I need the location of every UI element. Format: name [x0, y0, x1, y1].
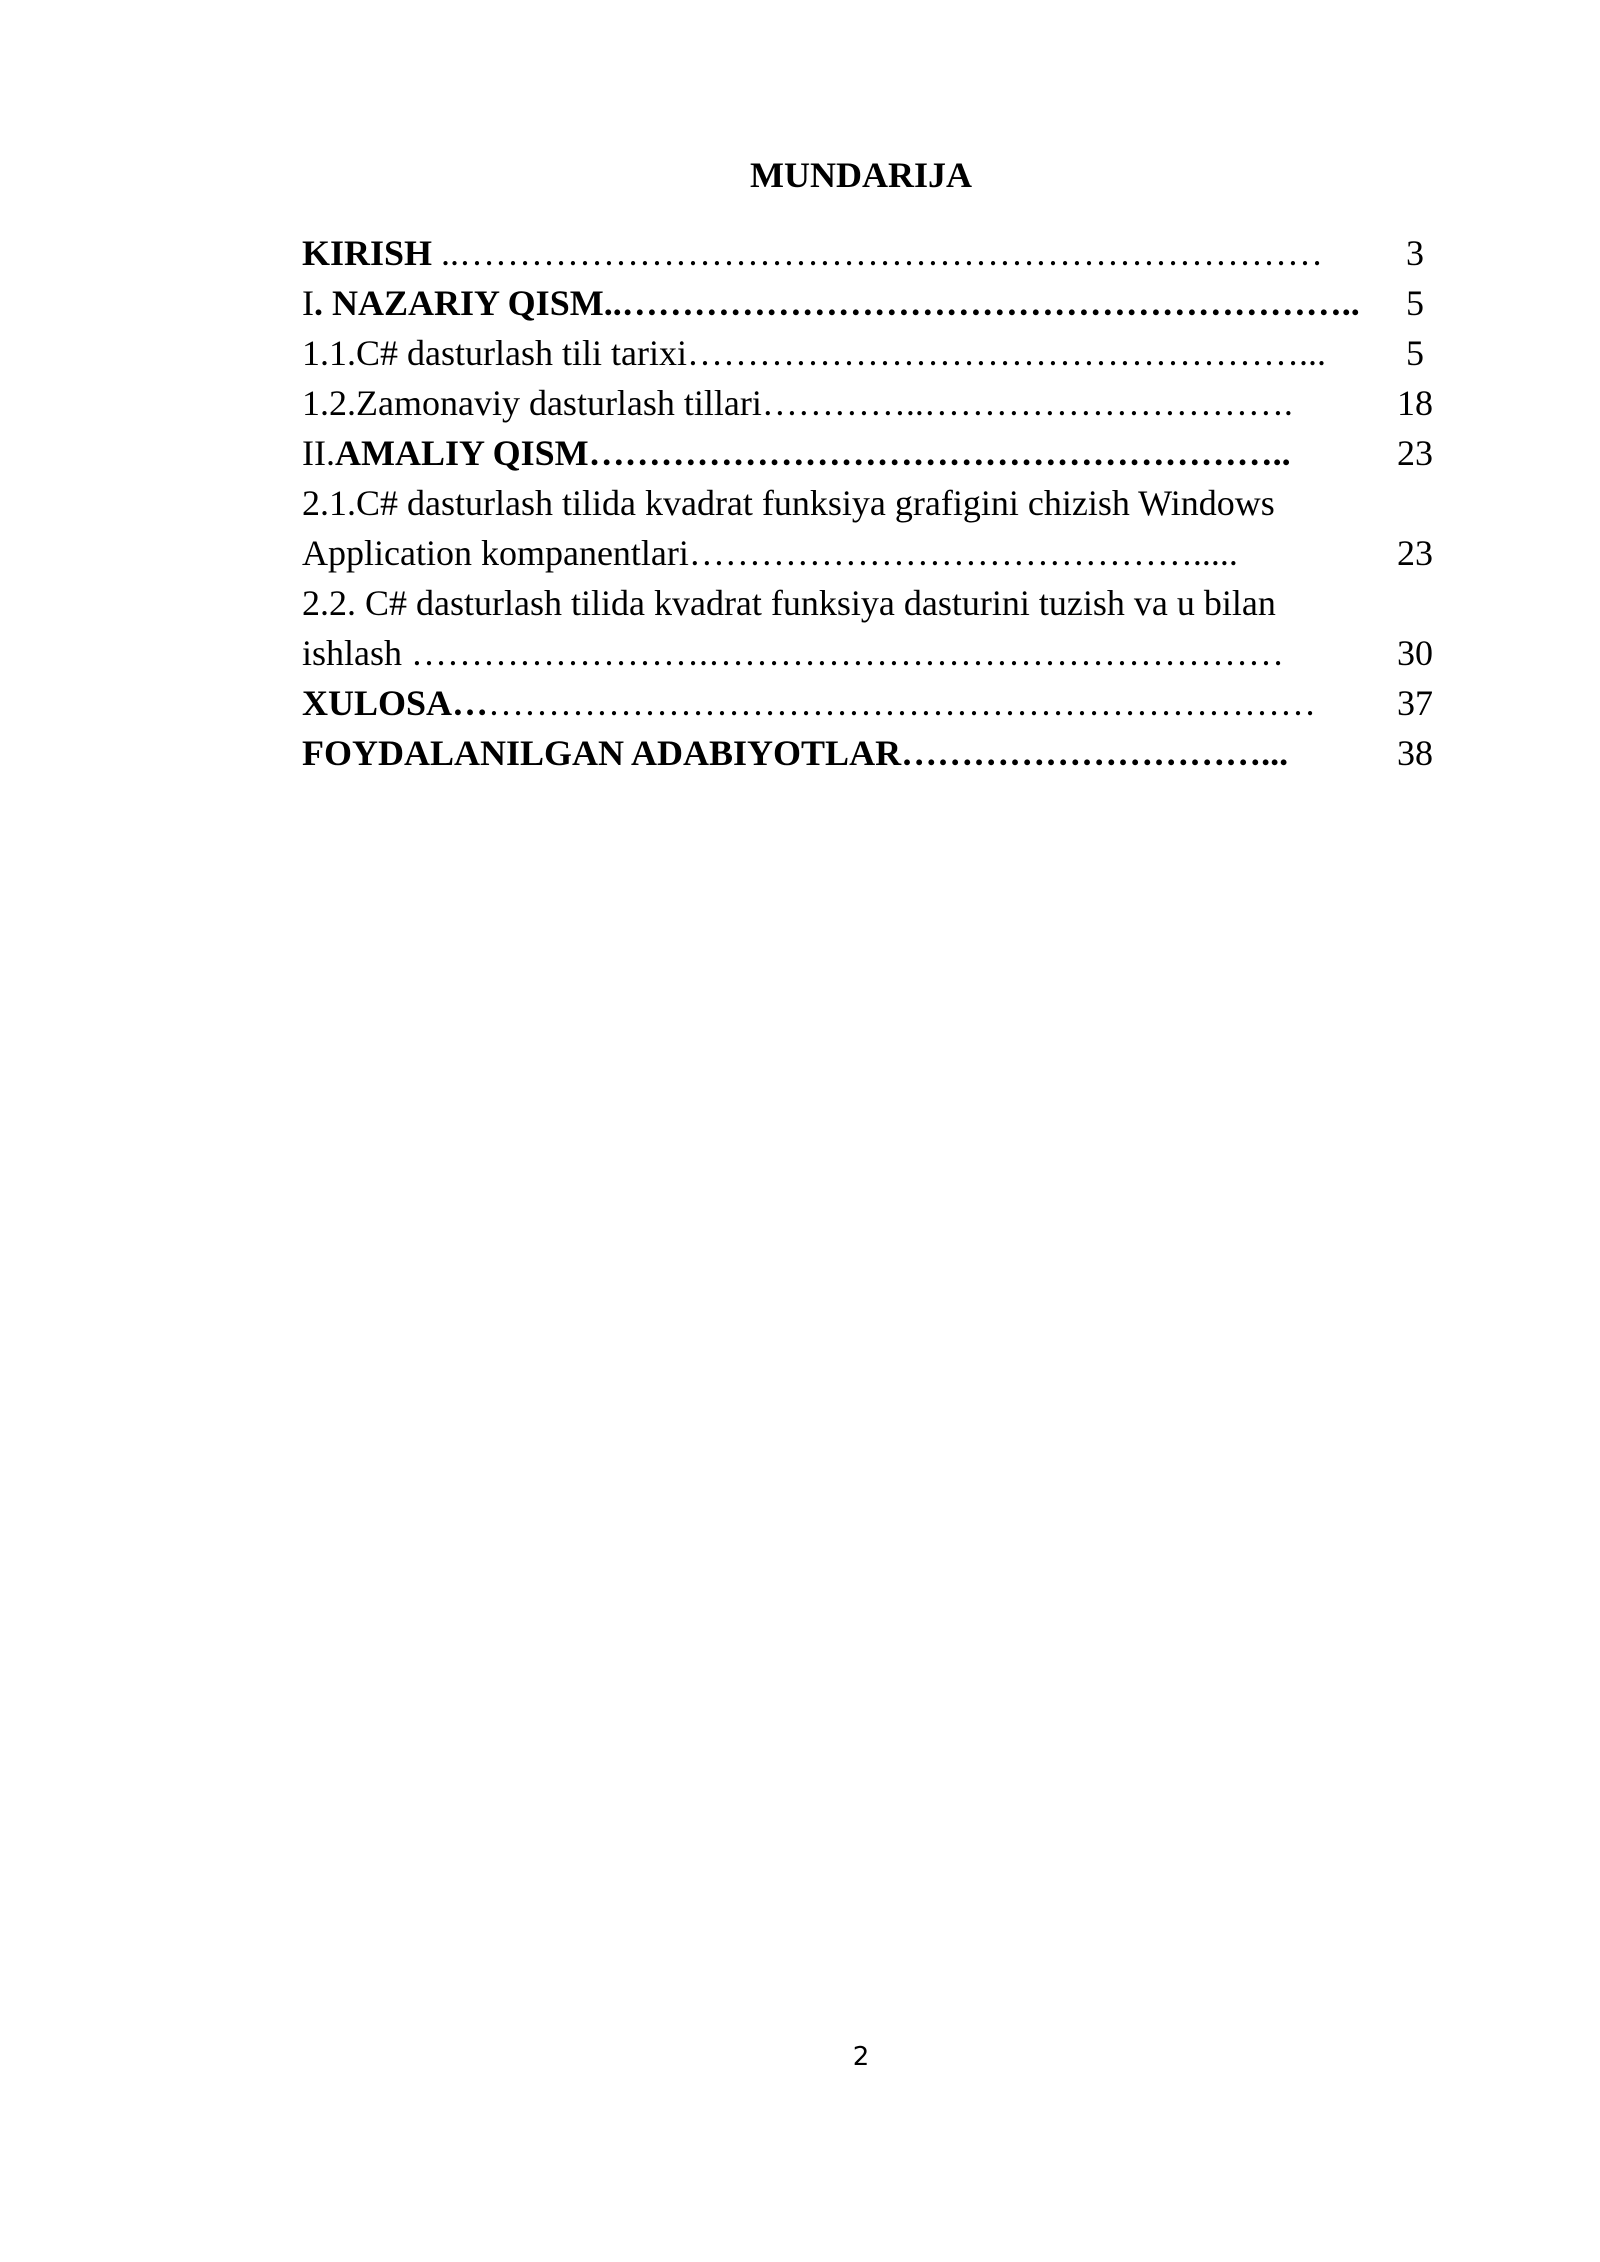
table-of-contents — [302, 228, 1452, 778]
toc-entry-leader: …………………….………………………………………… — [411, 633, 1285, 673]
toc-entry-2-2[interactable] — [302, 578, 1452, 678]
toc-entry-page: 37 — [1397, 683, 1433, 723]
toc-entry-page: 5 — [1406, 333, 1424, 373]
toc-entry-leader: ………………………………………………….. — [588, 433, 1291, 473]
toc-entry-label: 1.2.Zamonaviy dasturlash tillari — [302, 383, 762, 423]
toc-entry-adabiyotlar[interactable] — [302, 728, 1452, 778]
toc-entry-label: 1.1.C# dasturlash tili tarixi — [302, 333, 687, 373]
toc-entry-xulosa[interactable] — [302, 678, 1452, 728]
toc-entry-leader: …………………………………………………….. — [621, 283, 1360, 323]
toc-entry-label-line1: 2.2. C# dasturlash tilida kvadrat funksiya dasturini tuzish va u bilan — [302, 583, 1276, 623]
toc-entry-prefix: I — [302, 283, 314, 323]
toc-entry-leader: …………..…………………………. — [761, 383, 1293, 423]
toc-entry-prefix: II. — [302, 433, 335, 473]
toc-entry-page: 23 — [1397, 533, 1433, 573]
toc-entry-page: 3 — [1406, 233, 1424, 273]
toc-entry-page: 38 — [1397, 733, 1433, 773]
toc-entry-label: FOYDALANILGAN ADABIYOTLAR — [302, 733, 902, 773]
toc-entry-1-1[interactable] — [302, 328, 1452, 378]
toc-entry-label: Application kompanentlari — [302, 533, 689, 573]
toc-entry-leader: ……………………………………………... — [686, 333, 1326, 373]
toc-entry-page: 23 — [1397, 433, 1433, 473]
toc-entry-label-line1: 2.1.C# dasturlash tilida kvadrat funksiya grafigini chizish Windows — [302, 483, 1275, 523]
toc-entry-page: 30 — [1397, 633, 1433, 673]
toc-entry-label: XULOSA… — [302, 683, 489, 723]
toc-entry-label: ishlash — [302, 633, 412, 673]
toc-entry-amaliy-qism[interactable] — [302, 428, 1452, 478]
toc-entry-kirish[interactable] — [302, 228, 1452, 278]
toc-entry-1-2[interactable] — [302, 378, 1452, 428]
toc-entry-label: AMALIY QISM — [334, 433, 589, 473]
toc-entry-label: . NAZARIY QISM.. — [314, 283, 622, 323]
toc-title: MUNDARIJA — [750, 155, 972, 195]
toc-entry-leader: …………………………………………………………… — [488, 683, 1317, 723]
toc-entry-leader: ……………………………………..... — [688, 533, 1238, 573]
toc-entry-page: 5 — [1406, 283, 1424, 323]
page-number: 2 — [852, 2042, 870, 2072]
toc-entry-leader: …………………………... — [901, 733, 1289, 773]
toc-entry-nazariy-qism[interactable] — [302, 278, 1452, 328]
toc-entry-label: KIRISH — [302, 233, 433, 273]
toc-entry-leader: ..……………………………………………………………… — [432, 233, 1324, 273]
toc-entry-2-1[interactable] — [302, 478, 1452, 578]
toc-entry-page: 18 — [1397, 383, 1433, 423]
